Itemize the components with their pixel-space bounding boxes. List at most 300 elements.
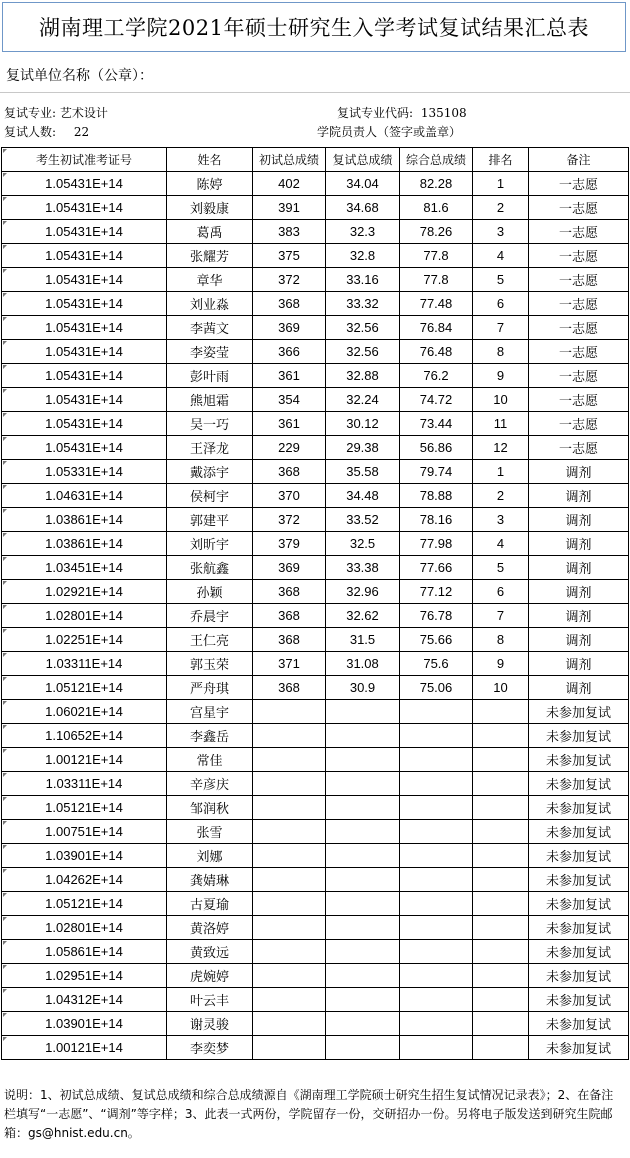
cell-prelim-score: 229 [253,436,326,460]
cell-name: 葛禹 [167,220,253,244]
cell-rank: 3 [473,220,529,244]
cell-name: 陈婷 [167,172,253,196]
cell-total-score [400,1012,473,1036]
cell-retest-score [326,892,400,916]
cell-name: 乔晨宇 [167,604,253,628]
cell-retest-score: 32.3 [326,220,400,244]
cell-retest-score: 34.68 [326,196,400,220]
title-box [2,2,626,52]
cell-total-score [400,988,473,1012]
cell-rank [473,916,529,940]
cell-exam-id: 1.05431E+14 [2,412,167,436]
cell-retest-score: 32.56 [326,340,400,364]
cell-name: 郭玉荣 [167,652,253,676]
table-row [2,892,629,916]
cell-prelim-score: 368 [253,604,326,628]
cell-retest-score [326,916,400,940]
cell-name: 李鑫岳 [167,724,253,748]
cell-name: 侯柯宇 [167,484,253,508]
table-row [2,1036,629,1060]
cell-remark: 一志愿 [529,364,629,388]
cell-remark: 未参加复试 [529,724,629,748]
cell-retest-score: 32.88 [326,364,400,388]
cell-prelim-score: 361 [253,364,326,388]
cell-remark: 未参加复试 [529,1036,629,1060]
cell-exam-id: 1.00751E+14 [2,820,167,844]
cell-rank: 4 [473,244,529,268]
cell-remark: 一志愿 [529,388,629,412]
table-row [2,196,629,220]
table-row [2,940,629,964]
cell-rank: 12 [473,436,529,460]
cell-exam-id: 1.04631E+14 [2,484,167,508]
cell-prelim-score: 375 [253,244,326,268]
cell-remark: 调剂 [529,652,629,676]
table-row [2,988,629,1012]
cell-prelim-score [253,916,326,940]
divider [0,92,630,93]
cell-name: 虎婉婷 [167,964,253,988]
count-value: 22 [73,125,90,139]
code-line [337,104,467,121]
cell-retest-score [326,868,400,892]
cell-prelim-score [253,940,326,964]
cell-rank: 8 [473,628,529,652]
cell-total-score [400,940,473,964]
cell-name: 谢灵骏 [167,1012,253,1036]
cell-remark: 未参加复试 [529,1012,629,1036]
cell-retest-score [326,748,400,772]
cell-total-score: 76.48 [400,340,473,364]
cell-total-score: 56.86 [400,436,473,460]
cell-retest-score [326,940,400,964]
cell-name: 章华 [167,268,253,292]
cell-exam-id: 1.05331E+14 [2,460,167,484]
cell-exam-id: 1.05431E+14 [2,292,167,316]
cell-remark: 调剂 [529,460,629,484]
cell-total-score [400,916,473,940]
cell-total-score: 74.72 [400,388,473,412]
cell-remark: 一志愿 [529,220,629,244]
cell-total-score: 75.06 [400,676,473,700]
cell-rank: 1 [473,460,529,484]
cell-prelim-score: 368 [253,460,326,484]
table-row [2,964,629,988]
cell-total-score [400,724,473,748]
table-row [2,724,629,748]
cell-remark: 未参加复试 [529,748,629,772]
cell-remark: 调剂 [529,484,629,508]
cell-exam-id: 1.02251E+14 [2,628,167,652]
cell-exam-id: 1.03311E+14 [2,772,167,796]
table-row [2,916,629,940]
cell-prelim-score: 371 [253,652,326,676]
cell-exam-id: 1.02801E+14 [2,916,167,940]
table-row [2,772,629,796]
table-row [2,316,629,340]
cell-remark: 未参加复试 [529,700,629,724]
cell-rank [473,1036,529,1060]
cell-total-score: 77.8 [400,244,473,268]
header-name: 姓名 [167,148,253,172]
table-row [2,796,629,820]
cell-prelim-score: 368 [253,292,326,316]
cell-rank: 5 [473,268,529,292]
cell-retest-score: 31.5 [326,628,400,652]
footnote: 说明：1、初试总成绩、复试总成绩和综合总成绩源自《湖南理工学院硕士研究生招生复试情况记录表》；2、在备注栏填写“一志愿”、“调剂”等字样；3、此表一式两份，学院留存一份，交研招办一份。另将电子版发送到研究生院邮箱：gs@hnist.edu.cn。 [4,1088,614,1140]
cell-exam-id: 1.04312E+14 [2,988,167,1012]
cell-prelim-score: 391 [253,196,326,220]
cell-total-score: 78.26 [400,220,473,244]
cell-rank: 3 [473,508,529,532]
cell-exam-id: 1.03451E+14 [2,556,167,580]
cell-remark: 一志愿 [529,196,629,220]
header-total-score: 综合总成绩 [400,148,473,172]
cell-retest-score [326,796,400,820]
cell-name: 张耀芳 [167,244,253,268]
cell-rank: 10 [473,388,529,412]
header-rank: 排名 [473,148,529,172]
cell-exam-id: 1.05431E+14 [2,196,167,220]
cell-total-score [400,820,473,844]
count-label: 复试人数: [4,125,57,139]
results-table [1,147,629,1060]
major-line [4,104,108,121]
cell-rank [473,940,529,964]
cell-prelim-score [253,796,326,820]
cell-rank [473,844,529,868]
cell-rank [473,964,529,988]
table-row [2,1012,629,1036]
header-exam-id: 考生初试准考证号 [2,148,167,172]
cell-total-score [400,772,473,796]
cell-remark: 调剂 [529,628,629,652]
cell-retest-score: 32.8 [326,244,400,268]
cell-name: 李姿莹 [167,340,253,364]
cell-remark: 调剂 [529,676,629,700]
cell-name: 彭叶雨 [167,364,253,388]
cell-prelim-score: 369 [253,316,326,340]
cell-rank: 11 [473,412,529,436]
cell-retest-score: 32.5 [326,532,400,556]
cell-retest-score: 35.58 [326,460,400,484]
cell-exam-id: 1.03901E+14 [2,844,167,868]
cell-exam-id: 1.00121E+14 [2,748,167,772]
cell-exam-id: 1.05431E+14 [2,436,167,460]
cell-retest-score [326,1012,400,1036]
cell-rank: 7 [473,604,529,628]
cell-remark: 未参加复试 [529,844,629,868]
code-label: 复试专业代码: [337,106,414,120]
cell-prelim-score [253,1036,326,1060]
cell-name: 熊旭霜 [167,388,253,412]
cell-retest-score: 34.48 [326,484,400,508]
cell-prelim-score: 361 [253,412,326,436]
cell-prelim-score [253,748,326,772]
cell-rank: 6 [473,292,529,316]
cell-remark: 未参加复试 [529,964,629,988]
cell-rank: 2 [473,196,529,220]
cell-rank [473,772,529,796]
cell-exam-id: 1.05121E+14 [2,676,167,700]
cell-rank: 9 [473,652,529,676]
cell-name: 刘毅康 [167,196,253,220]
cell-name: 张航鑫 [167,556,253,580]
cell-total-score: 82.28 [400,172,473,196]
cell-exam-id: 1.03311E+14 [2,652,167,676]
cell-exam-id: 1.05431E+14 [2,316,167,340]
cell-remark: 未参加复试 [529,940,629,964]
cell-total-score: 75.6 [400,652,473,676]
table-row [2,820,629,844]
cell-remark: 调剂 [529,604,629,628]
cell-exam-id: 1.05431E+14 [2,220,167,244]
cell-total-score: 75.66 [400,628,473,652]
cell-exam-id: 1.00121E+14 [2,1036,167,1060]
cell-remark: 调剂 [529,508,629,532]
table-row [2,508,629,532]
cell-prelim-score: 372 [253,508,326,532]
cell-name: 李奕梦 [167,1036,253,1060]
page-title: 湖南理工学院2021年硕士研究生入学考试复试结果汇总表 [39,16,589,40]
cell-remark: 调剂 [529,556,629,580]
cell-total-score: 77.8 [400,268,473,292]
table-row [2,292,629,316]
cell-name: 常佳 [167,748,253,772]
cell-rank [473,988,529,1012]
cell-retest-score [326,724,400,748]
table-row [2,556,629,580]
cell-exam-id: 1.03901E+14 [2,1012,167,1036]
cell-total-score: 77.12 [400,580,473,604]
table-row [2,340,629,364]
cell-remark: 未参加复试 [529,796,629,820]
cell-total-score: 76.78 [400,604,473,628]
table-row [2,268,629,292]
cell-remark: 一志愿 [529,268,629,292]
table-row [2,676,629,700]
cell-total-score [400,748,473,772]
cell-total-score [400,1036,473,1060]
count-line [4,123,89,140]
cell-prelim-score: 379 [253,532,326,556]
cell-name: 辛彦庆 [167,772,253,796]
cell-total-score [400,868,473,892]
cell-rank [473,1012,529,1036]
cell-name: 张雪 [167,820,253,844]
table-row [2,364,629,388]
cell-total-score: 76.84 [400,316,473,340]
cell-rank: 1 [473,172,529,196]
cell-name: 王仁亮 [167,628,253,652]
cell-name: 李茜文 [167,316,253,340]
cell-remark: 一志愿 [529,244,629,268]
table-row [2,580,629,604]
cell-remark: 未参加复试 [529,820,629,844]
header-remark: 备注 [529,148,629,172]
cell-name: 黄洛婷 [167,916,253,940]
cell-exam-id: 1.10652E+14 [2,724,167,748]
cell-prelim-score [253,988,326,1012]
unit-name-label: 复试单位名称（公章）： [6,68,153,84]
cell-total-score: 77.48 [400,292,473,316]
cell-prelim-score [253,772,326,796]
cell-prelim-score [253,724,326,748]
major-value: 艺术设计 [59,106,108,120]
code-value: 135108 [420,106,467,120]
cell-name: 严舟琪 [167,676,253,700]
cell-rank [473,892,529,916]
cell-total-score [400,700,473,724]
cell-prelim-score [253,868,326,892]
cell-exam-id: 1.02801E+14 [2,604,167,628]
cell-exam-id: 1.05431E+14 [2,364,167,388]
cell-remark: 一志愿 [529,340,629,364]
cell-rank [473,724,529,748]
leader-label: 学院员责人（签字或盖章） [317,125,462,139]
cell-exam-id: 1.05861E+14 [2,940,167,964]
cell-total-score: 77.66 [400,556,473,580]
cell-name: 古夏瑜 [167,892,253,916]
cell-rank [473,796,529,820]
cell-retest-score: 32.96 [326,580,400,604]
cell-prelim-score: 383 [253,220,326,244]
cell-rank [473,748,529,772]
cell-retest-score [326,988,400,1012]
cell-remark: 一志愿 [529,412,629,436]
cell-name: 刘昕宇 [167,532,253,556]
cell-remark: 未参加复试 [529,892,629,916]
cell-remark: 一志愿 [529,436,629,460]
cell-name: 戴添宇 [167,460,253,484]
table-row [2,868,629,892]
cell-name: 郭建平 [167,508,253,532]
cell-remark: 一志愿 [529,316,629,340]
cell-remark: 未参加复试 [529,916,629,940]
cell-exam-id: 1.05431E+14 [2,268,167,292]
cell-total-score [400,964,473,988]
cell-prelim-score [253,820,326,844]
cell-retest-score: 29.38 [326,436,400,460]
cell-total-score: 76.2 [400,364,473,388]
cell-name: 龚婧琳 [167,868,253,892]
cell-rank: 10 [473,676,529,700]
cell-rank: 9 [473,364,529,388]
table-row [2,220,629,244]
cell-retest-score [326,820,400,844]
cell-exam-id: 1.05121E+14 [2,796,167,820]
cell-exam-id: 1.04262E+14 [2,868,167,892]
cell-remark: 一志愿 [529,172,629,196]
cell-name: 王泽龙 [167,436,253,460]
cell-remark: 调剂 [529,532,629,556]
cell-retest-score [326,1036,400,1060]
cell-retest-score [326,700,400,724]
cell-prelim-score: 368 [253,628,326,652]
table-row [2,604,629,628]
cell-total-score [400,796,473,820]
cell-retest-score: 32.62 [326,604,400,628]
cell-exam-id: 1.05431E+14 [2,244,167,268]
major-label: 复试专业: [4,106,57,120]
cell-name: 刘业淼 [167,292,253,316]
cell-exam-id: 1.02921E+14 [2,580,167,604]
cell-prelim-score: 366 [253,340,326,364]
cell-prelim-score: 372 [253,268,326,292]
cell-rank: 7 [473,316,529,340]
table-row [2,172,629,196]
cell-total-score: 81.6 [400,196,473,220]
cell-total-score [400,892,473,916]
cell-remark: 一志愿 [529,292,629,316]
cell-prelim-score: 368 [253,580,326,604]
table-row [2,652,629,676]
table-row [2,412,629,436]
table-row [2,700,629,724]
cell-prelim-score [253,964,326,988]
cell-retest-score [326,964,400,988]
cell-remark: 未参加复试 [529,772,629,796]
cell-retest-score: 32.24 [326,388,400,412]
leader-line [317,123,461,140]
cell-total-score: 78.16 [400,508,473,532]
cell-prelim-score: 354 [253,388,326,412]
cell-name: 邹润秋 [167,796,253,820]
table-row [2,748,629,772]
table-row [2,844,629,868]
cell-total-score [400,844,473,868]
cell-prelim-score [253,700,326,724]
cell-exam-id: 1.06021E+14 [2,700,167,724]
table-row [2,436,629,460]
cell-prelim-score: 402 [253,172,326,196]
table-header-row [2,148,629,172]
cell-prelim-score [253,1012,326,1036]
cell-retest-score: 34.04 [326,172,400,196]
cell-prelim-score: 368 [253,676,326,700]
cell-rank: 8 [473,340,529,364]
cell-rank [473,868,529,892]
table-row [2,628,629,652]
cell-retest-score: 31.08 [326,652,400,676]
cell-total-score: 73.44 [400,412,473,436]
cell-retest-score: 30.9 [326,676,400,700]
table-row [2,484,629,508]
cell-exam-id: 1.02951E+14 [2,964,167,988]
cell-prelim-score [253,844,326,868]
table-row [2,388,629,412]
cell-retest-score: 32.56 [326,316,400,340]
table-row [2,244,629,268]
cell-rank [473,820,529,844]
cell-exam-id: 1.05431E+14 [2,340,167,364]
cell-name: 吴一巧 [167,412,253,436]
cell-name: 叶云丰 [167,988,253,1012]
cell-rank [473,700,529,724]
cell-retest-score: 33.38 [326,556,400,580]
cell-name: 黄致远 [167,940,253,964]
cell-exam-id: 1.05431E+14 [2,172,167,196]
cell-total-score: 79.74 [400,460,473,484]
cell-exam-id: 1.05431E+14 [2,388,167,412]
cell-prelim-score: 370 [253,484,326,508]
cell-remark: 未参加复试 [529,988,629,1012]
table-row [2,532,629,556]
cell-retest-score: 33.16 [326,268,400,292]
table-body [2,172,629,1060]
cell-retest-score: 33.52 [326,508,400,532]
cell-exam-id: 1.03861E+14 [2,508,167,532]
